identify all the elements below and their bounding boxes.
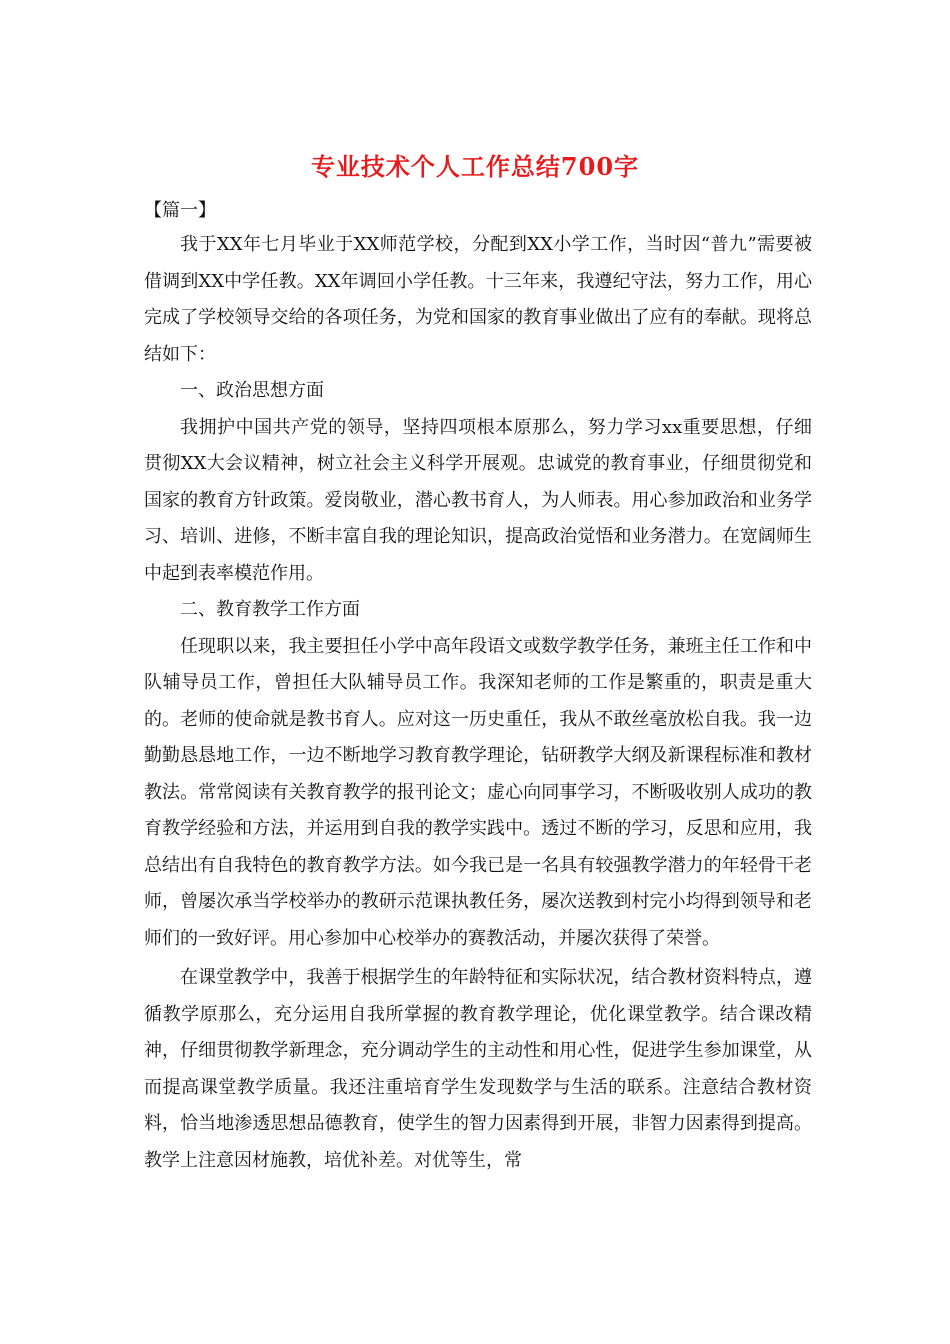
section-tag: 【篇一】 <box>144 200 216 221</box>
heading-political: 一、政治思想方面 <box>180 380 324 401</box>
paragraph-intro: 我于XX年七月毕业于XX师范学校，分配到XX小学工作，当时因“普九”需要被借调到XX中学任教。XX年调回小学任教。十三年来，我遵纪守法，努力工作，用心完成了学校领导交给的各项任务，为党和国家的教育事业做出了应有的奉献。现将总结如下： <box>144 234 812 365</box>
paragraph-teaching: 任现职以来，我主要担任小学中高年段语文或数学教学任务，兼班主任工作和中队辅导员工作，曾担任大队辅导员工作。我深知老师的工作是繁重的，职责是重大的。老师的使命就是教书育人。应对这一历史重任，我从不敢丝毫放松自我。我一边勤勤恳恳地工作，一边不断地学习教育教学理论，钻研教学大纲及新课程标准和教材教法。常常阅读有关教育教学的报刊论文；虚心向同事学习，不断吸收别人成功的教育教学经验和方法，并运用到自我的教学实践中。透过不断的学习，反思和应用，我总结出有自我特色的教育教学方法。如今我已是一名具有较强教学潜力的年轻骨干老师，曾屡次承当学校举办的教研示范课执教任务，屡次送教到村完小均得到领导和老师们的一致好评。用心参加中心校举办的赛教活动，并屡次获得了荣誉。 <box>144 635 812 949</box>
heading-teaching: 二、教育教学工作方面 <box>180 599 360 620</box>
paragraph-political: 我拥护中国共产党的领导，坚持四项根本原那么，努力学习xx重要思想，仔细贯彻XX大会议精神，树立社会主义科学开展观。忠诚党的教育事业，仔细贯彻党和国家的教育方针政策。爱岗敬业，潜心教书育人，为人师表。用心参加政治和业务学习、培训、进修，不断丰富自我的理论知识，提高政治觉悟和业务潜力。在宽阔师生中起到表率模范作用。 <box>144 416 812 584</box>
document-title: 专业技术个人工作总结700字 <box>310 152 640 181</box>
document-body <box>144 227 812 1179</box>
paragraph-classroom: 在课堂教学中，我善于根据学生的年龄特征和实际状况，结合教材资料特点，遵循教学原那么，充分运用自我所掌握的教育教学理论，优化课堂教学。结合课改精神，仔细贯彻教学新理念，充分调动学生的主动性和用心性，促进学生参加课堂，从而提高课堂教学质量。我还注重培育学生发现数学与生活的联系。注意结合教材资料，恰当地渗透思想品德教育，使学生的智力因素得到开展，非智力因素得到提高。教学上注意因材施教，培优补差。对优等生，常 <box>144 967 812 1171</box>
